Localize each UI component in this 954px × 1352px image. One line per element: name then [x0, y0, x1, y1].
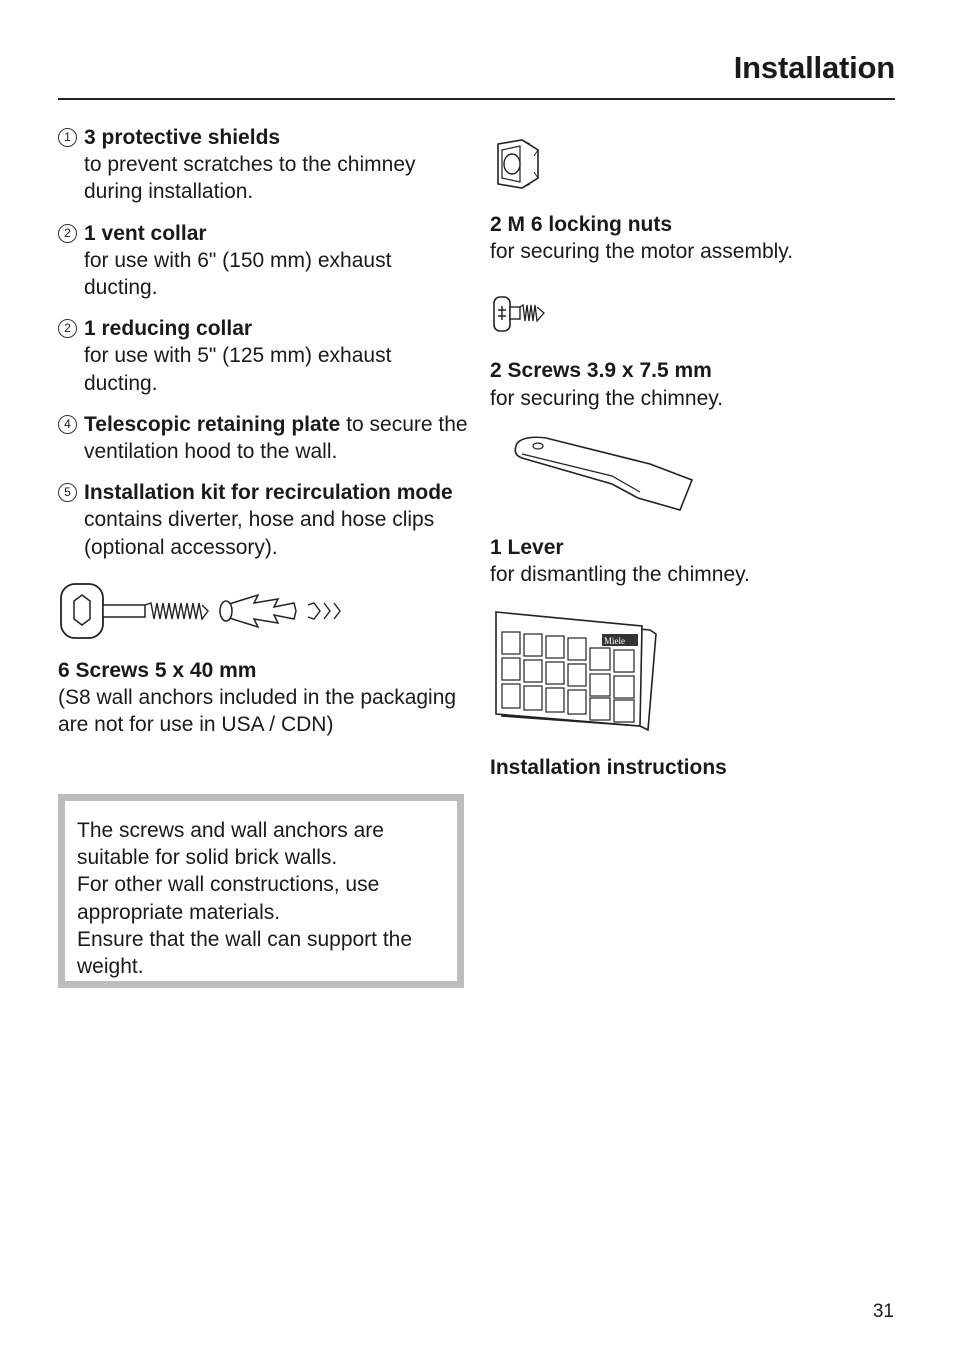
- note-box: [58, 794, 464, 988]
- note-text: [65, 801, 457, 981]
- header-rule: [58, 98, 895, 100]
- nut-illustration: [492, 136, 910, 192]
- lever-description: for dismantling the chimney.: [490, 563, 750, 587]
- item-description: to secure the ventilation hood to the wall.: [84, 412, 468, 464]
- item-number: 2: [58, 319, 77, 338]
- list-item: [58, 220, 468, 302]
- list-item: [58, 411, 468, 465]
- page-number: 31: [872, 1301, 894, 1322]
- note-line: Ensure that the wall can support the weight.: [77, 927, 413, 979]
- item-title: Installation kit for recirculation mode: [84, 481, 453, 505]
- left-column: [58, 124, 468, 738]
- small-screws-title: 2 Screws 3.9 x 7.5 mm: [490, 359, 712, 383]
- nuts-title: 2 M 6 locking nuts: [490, 213, 673, 236]
- item-description: contains diverter, hose and hose clips (optional accessory).: [84, 508, 435, 559]
- item-number: 2: [58, 224, 77, 243]
- instructions-booklet-illustration: [494, 608, 910, 732]
- instructions-entry: [490, 754, 910, 781]
- item-title: 1 reducing collar: [84, 317, 253, 341]
- item-title: Telescopic retaining plate: [84, 412, 341, 436]
- list-item: [58, 479, 468, 561]
- screws-title: 6 Screws 5 x 40 mm: [58, 658, 257, 682]
- lever-entry: [490, 534, 910, 588]
- small-screw-illustration: [490, 293, 910, 335]
- screw-anchor-illustration: [58, 581, 468, 641]
- nuts-entry: [490, 211, 910, 265]
- lever-title: 1 Lever: [490, 535, 564, 559]
- instructions-title: Installation instructions: [490, 756, 727, 780]
- page-title: Installation: [733, 50, 895, 85]
- screws-entry: [58, 657, 468, 739]
- item-number: 5: [58, 483, 77, 502]
- item-description: for use with 5" (125 mm) exhaust ducting.: [84, 344, 392, 395]
- lever-illustration: [512, 434, 910, 516]
- small-screws-entry: [490, 357, 910, 411]
- nuts-description: for securing the motor assembly.: [490, 240, 794, 264]
- item-title: 1 vent collar: [84, 221, 207, 245]
- item-description: for use with 6" (150 mm) exhaust ducting.: [84, 248, 392, 300]
- list-item: [58, 124, 468, 206]
- item-description: to prevent scratches to the chimney during installation.: [84, 153, 416, 204]
- screws-description: (S8 wall anchors included in the packaging are not for use in USA / CDN): [58, 686, 457, 737]
- list-item: [58, 315, 468, 397]
- right-column: [490, 124, 910, 781]
- small-screws-description: for securing the chimney.: [490, 386, 724, 410]
- item-title: 3 protective shields: [84, 126, 281, 149]
- item-number: 1: [58, 128, 77, 147]
- note-line: The screws and wall anchors are suitable for solid brick walls.: [77, 819, 384, 870]
- note-line: For other wall constructions, use appropriate materials.: [77, 873, 380, 924]
- booklet-logo: Miele: [604, 636, 625, 647]
- item-number: 4: [58, 415, 77, 434]
